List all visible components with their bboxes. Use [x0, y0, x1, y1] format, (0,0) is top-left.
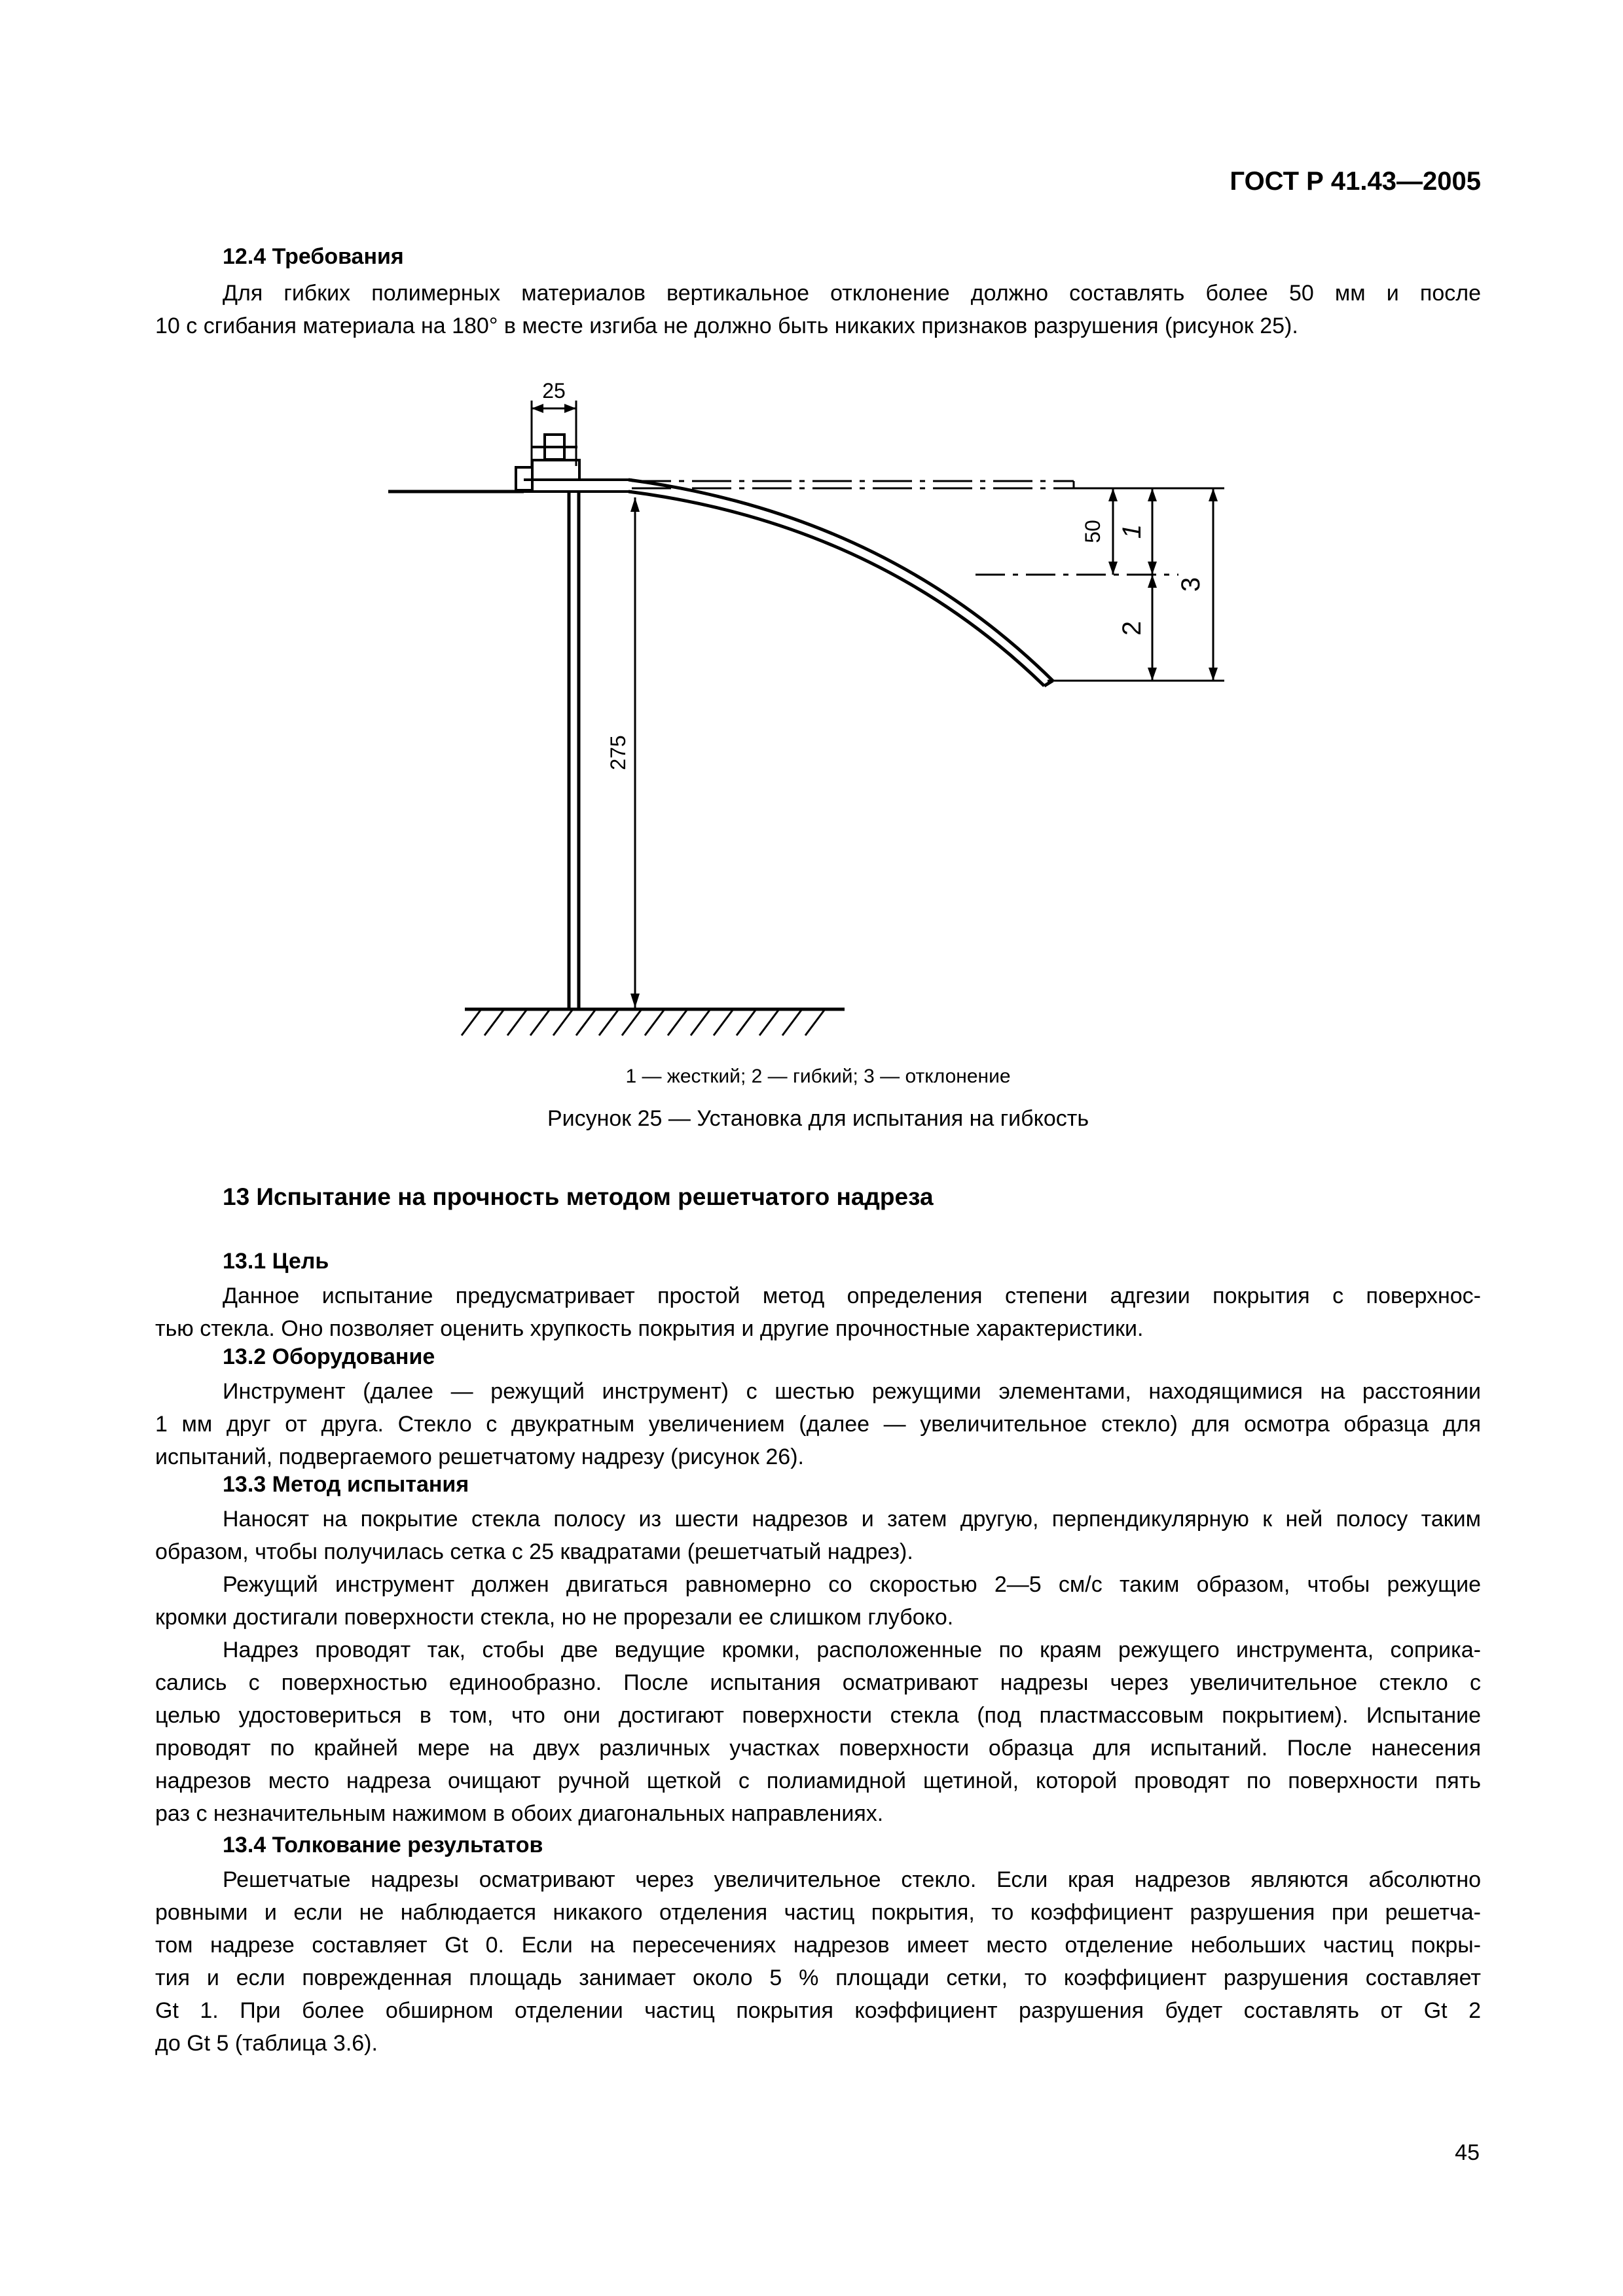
dim-50-label: 50 [1081, 520, 1104, 543]
page-number: 45 [1455, 2140, 1480, 2165]
section-13-1-heading: 13.1 Цель [223, 1249, 329, 1274]
flexible-specimen-bottom [629, 492, 1044, 686]
figure-caption: Рисунок 25 — Установка для испытания на гибкость [547, 1106, 1089, 1131]
text-line: том надрезе составляет Gt 0. Если на пересечениях надрезов имеет место отделение небольших частиц покры- [155, 1933, 1481, 1958]
clamp-block [532, 460, 579, 480]
arrow [630, 497, 640, 512]
arrow [532, 404, 543, 413]
text-line: целью удостовериться в том, что они достигают поверхности стекла (под пластмассовым покрытием). Испытание [155, 1703, 1481, 1728]
text-line: 1 мм друг от друга. Стекло с двукратным увеличением (далее — увеличительное стекло) для осмотра образца для [155, 1412, 1481, 1437]
section-13-heading: 13 Испытание на прочность методом решетчатого надреза [223, 1183, 934, 1210]
document-code: ГОСТ Р 41.43—2005 [1230, 167, 1481, 196]
text-line: до Gt 5 (таблица 3.6). [155, 2031, 378, 2056]
arrow [1108, 562, 1118, 575]
text-line: тью стекла. Оно позволяет оценить хрупкость покрытия и другие прочностные характеристики. [155, 1316, 1144, 1341]
text-line: проводят по крайней мере на двух различных участках поверхности образца для испытаний. После нанесения [155, 1736, 1481, 1761]
text-line: ровными и если не наблюдается никакого отделения частиц покрытия, то коэффициент разрушения при решетча- [155, 1900, 1481, 1925]
text-line: сались с поверхностью единообразно. После испытания осматривают надрезы через увеличительное стекло с [155, 1670, 1481, 1695]
flexibility-test-diagram [0, 0, 1623, 1080]
figure-legend: 1 — жесткий; 2 — гибкий; 3 — отклонение [625, 1066, 1011, 1087]
text-line: Решетчатые надрезы осматривают через увеличительное стекло. Если края надрезов являются абсолютно [223, 1867, 1481, 1892]
dim-3-label: 3 [1176, 577, 1205, 592]
section-13-2-heading: 13.2 Оборудование [223, 1344, 435, 1369]
text-line: Данное испытание предусматривает простой метод определения степени адгезии покрытия с поверхнос- [223, 1283, 1481, 1308]
section-12-4-heading: 12.4 Требования [223, 244, 404, 269]
arrow [1148, 562, 1157, 575]
arrow [1148, 575, 1157, 588]
arrow [564, 404, 576, 413]
text-line: Наносят на покрытие стекла полосу из шести надрезов и затем другую, перпендикулярную к ней полосу таким [223, 1507, 1481, 1532]
section-13-3-text [155, 1503, 1481, 1830]
section-13-4-heading: 13.4 Толкование результатов [223, 1833, 543, 1857]
arrow [1148, 668, 1157, 681]
text-line: раз с незначительным нажимом в обоих диагональных направлениях. [155, 1801, 884, 1826]
text-line: Для гибких полимерных материалов вертикальное отклонение должно составлять более 50 мм и после [223, 281, 1481, 306]
section-13-1-text [155, 1280, 1481, 1345]
text-line: надрезов место надреза очищают ручной щеткой с полиамидной щетиной, которой проводят по поверхности пять [155, 1768, 1481, 1793]
ground-hatching [462, 1009, 825, 1035]
text-line: образом, чтобы получилась сетка с 25 квадратами (решетчатый надрез). [155, 1539, 913, 1564]
dim-25-label: 25 [542, 379, 566, 403]
section-13-3-heading: 13.3 Метод испытания [223, 1472, 469, 1497]
text-line: Инструмент (далее — режущий инструмент) с шестью режущими элементами, находящимися на расстоянии [223, 1379, 1481, 1404]
section-13-4-text [155, 1863, 1481, 2060]
arrow [1209, 488, 1218, 501]
arrow [1209, 668, 1218, 681]
text-line: кромки достигали поверхности стекла, но не прорезали ее слишком глубоко. [155, 1605, 954, 1630]
flexible-specimen-top [629, 480, 1053, 681]
section-13-2-text [155, 1375, 1481, 1473]
text-line: Режущий инструмент должен двигаться равномерно со скоростью 2—5 см/с таким образом, чтобы режущие [223, 1572, 1481, 1597]
arrow [1148, 488, 1157, 501]
text-line: Gt 1. При более обширном отделении частиц покрытия коэффициент разрушения будет составлять от Gt 2 [155, 1998, 1481, 2023]
text-line: 10 с сгибания материала на 180° в месте изгиба не должно быть никаких признаков разрушения (рисунок 25). [155, 314, 1298, 338]
text-line: испытаний, подвергаемого решетчатому надрезу (рисунок 26). [155, 1444, 804, 1469]
arrow [1108, 488, 1118, 501]
text-line: Надрез проводят так, стобы две ведущие кромки, расположенные по краям режущего инструмента, соприка- [223, 1638, 1481, 1662]
arrow [630, 994, 640, 1008]
dim-275-label: 275 [606, 735, 630, 770]
dim-1-label: 1 [1118, 524, 1146, 539]
dim-2-label: 2 [1118, 620, 1146, 636]
text-line: тия и если поврежденная площадь занимает около 5 % площади сетки, то коэффициент разрушения составляет [155, 1965, 1481, 1990]
